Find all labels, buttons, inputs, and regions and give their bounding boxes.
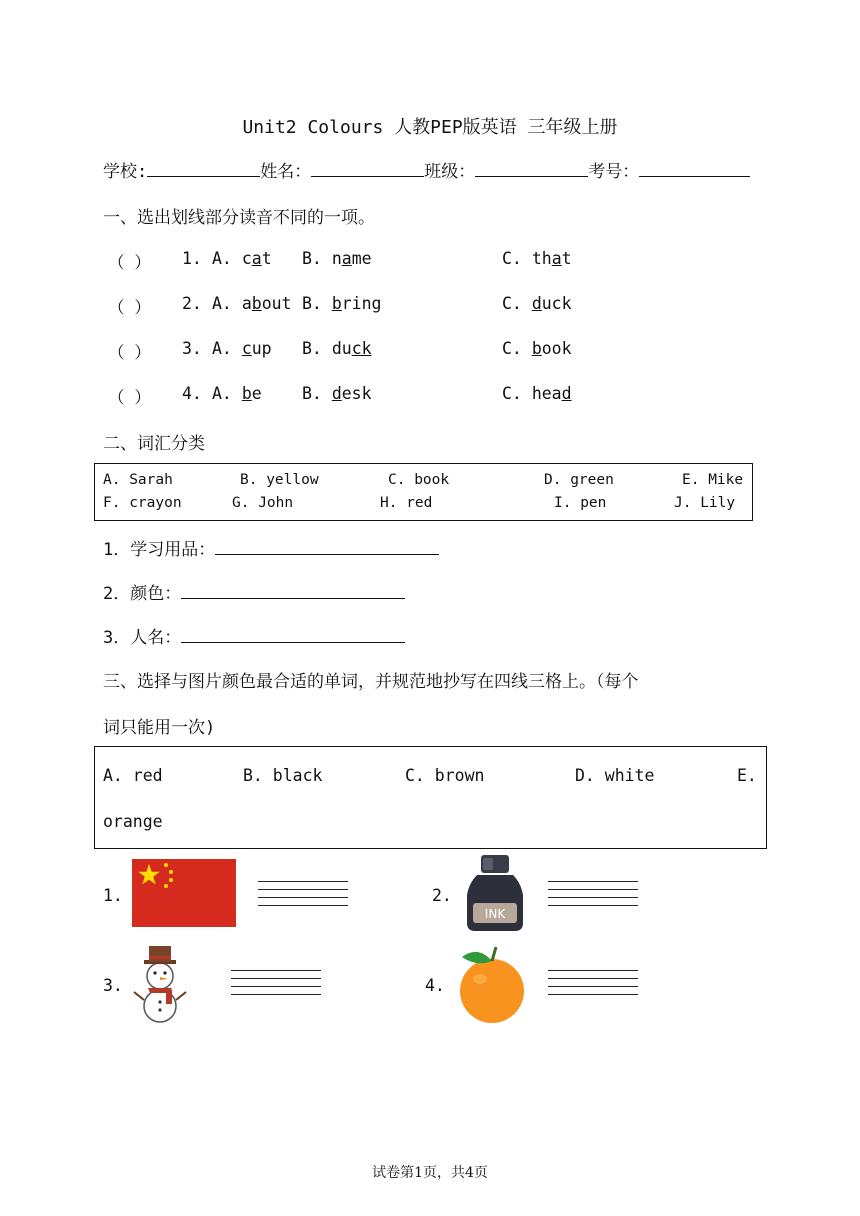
word-bank-box: [94, 463, 753, 521]
underlined-letters: b: [241, 384, 252, 403]
section2-heading: 二、词汇分类: [103, 434, 205, 454]
category-colors: 2．颜色：: [103, 579, 405, 604]
question-number: 2.: [182, 294, 202, 313]
category-school-items: 1．学习用品：: [103, 535, 439, 560]
exam-no-blank[interactable]: [639, 158, 750, 177]
word-bank-item: C. book: [388, 472, 450, 488]
answer-paren[interactable]: （ ）: [108, 343, 151, 362]
underlined-letters: c: [241, 339, 252, 358]
writing-lines[interactable]: [548, 881, 638, 913]
word-bank-item: G. John: [232, 495, 294, 511]
school-blank[interactable]: [147, 158, 260, 177]
underlined-letters: a: [551, 249, 562, 268]
word-bank-item: H. red: [380, 495, 433, 511]
word-bank-item: B. yellow: [240, 472, 319, 488]
section3-heading-line1: 三、选择与图片颜色最合适的单词，并规范地抄写在四线三格上。（每个: [103, 672, 639, 692]
color-option: C. brown: [405, 766, 485, 785]
option-b[interactable]: B. desk: [302, 384, 372, 403]
student-info-line: [103, 157, 750, 182]
question-number: 4.: [182, 384, 202, 403]
school-label: 学校:: [103, 162, 148, 182]
class-blank[interactable]: [475, 158, 588, 177]
color-option: orange: [103, 812, 163, 831]
writing-lines[interactable]: [258, 881, 348, 913]
word-bank-item: I. pen: [554, 495, 607, 511]
word-bank-item: J. Lily: [674, 495, 736, 511]
item-number: 4.: [425, 976, 445, 995]
underlined-letters: b: [331, 294, 342, 313]
option-c[interactable]: C. duck: [502, 294, 572, 313]
option-b[interactable]: B. duck: [302, 339, 372, 358]
word-bank-item: A. Sarah: [103, 472, 173, 488]
option-a[interactable]: A. cup: [212, 339, 272, 358]
ink-label: INK: [484, 907, 506, 921]
word-bank-item: D. green: [544, 472, 614, 488]
answer-paren[interactable]: （ ）: [108, 388, 151, 407]
option-c[interactable]: C. that: [502, 249, 572, 268]
option-a[interactable]: A. about: [212, 294, 292, 313]
underlined-letters: b: [531, 339, 542, 358]
answer-blank[interactable]: [181, 580, 405, 599]
color-word-box: [94, 746, 767, 849]
color-option: E.: [737, 766, 757, 785]
option-a[interactable]: A. be: [212, 384, 262, 403]
class-label: 班级：: [424, 162, 476, 182]
name-label: 姓名：: [260, 162, 312, 182]
question-number: 3.: [182, 339, 202, 358]
ink-bottle-icon: [461, 853, 529, 933]
answer-blank[interactable]: [181, 624, 405, 643]
answer-paren[interactable]: （ ）: [108, 253, 151, 272]
orange-fruit-icon: [456, 943, 528, 1025]
word-bank-item: F. crayon: [103, 495, 182, 511]
section3-heading-line2: 词只能用一次): [103, 718, 216, 738]
underlined-letters: d: [561, 384, 572, 403]
writing-lines[interactable]: [231, 970, 321, 1002]
underlined-letters: d: [531, 294, 542, 313]
option-b[interactable]: B. name: [302, 249, 372, 268]
color-option: B. black: [243, 766, 323, 785]
item-number: 1.: [103, 886, 123, 905]
snowman-icon: [130, 944, 190, 1024]
exam-no-label: 考号：: [588, 162, 640, 182]
underlined-letters: b: [251, 294, 262, 313]
option-c[interactable]: C. book: [502, 339, 572, 358]
name-blank[interactable]: [311, 158, 424, 177]
option-c[interactable]: C. head: [502, 384, 572, 403]
answer-paren[interactable]: （ ）: [108, 298, 151, 317]
question-number: 1.: [182, 249, 202, 268]
color-option: A. red: [103, 766, 163, 785]
underlined-letters: a: [341, 249, 352, 268]
writing-lines[interactable]: [548, 970, 638, 1002]
page-title: Unit2 Colours 人教PEP版英语 三年级上册: [242, 117, 618, 138]
option-a[interactable]: A. cat: [212, 249, 272, 268]
section1-heading: 一、选出划线部分读音不同的一项。: [103, 208, 375, 228]
word-bank-item: E. Mike: [682, 472, 744, 488]
underlined-letters: ck: [351, 339, 372, 358]
underlined-letters: a: [251, 249, 262, 268]
underlined-letters: d: [331, 384, 342, 403]
item-number: 2.: [432, 886, 452, 905]
answer-blank[interactable]: [215, 536, 439, 555]
category-names: 3．人名：: [103, 623, 405, 648]
option-b[interactable]: B. bring: [302, 294, 382, 313]
page-footer: 试卷第1页，共4页: [372, 1165, 488, 1181]
color-option: D. white: [575, 766, 655, 785]
item-number: 3.: [103, 976, 123, 995]
china-flag-icon: [132, 859, 236, 927]
